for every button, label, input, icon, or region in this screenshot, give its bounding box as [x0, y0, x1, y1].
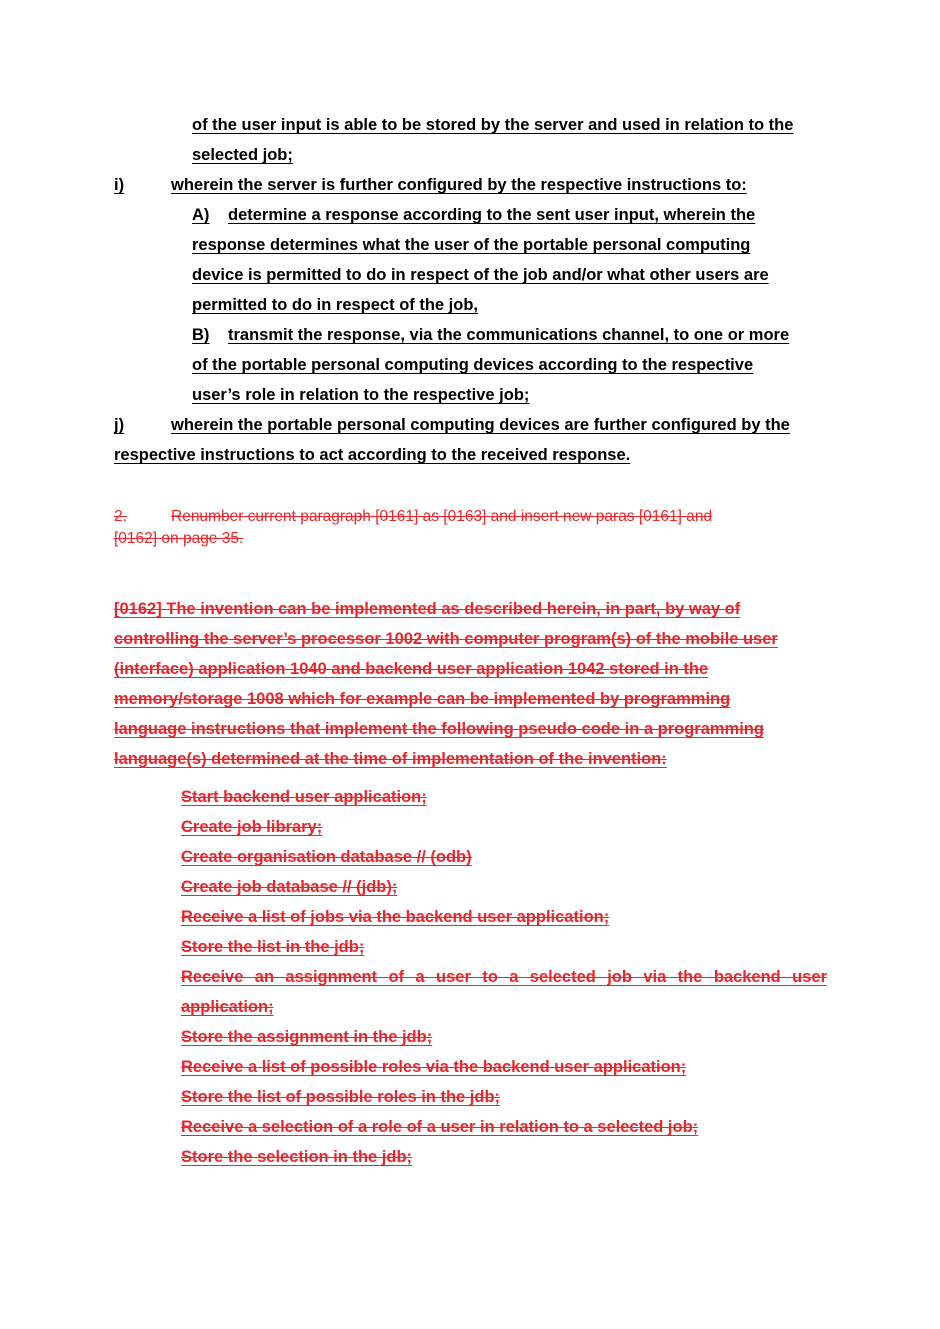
pseudo-code-line: Create organisation database // (odb) [181, 848, 472, 866]
subitem-a-line: determine a response according to the sent user input, wherein the [228, 206, 756, 224]
paragraph-0162-line: controlling the server’s processor 1002 with computer program(s) of the mobile user [114, 630, 778, 648]
clause-j-line: respective instructions to act according to the received response. [114, 446, 631, 464]
subitem-b-line: transmit the response, via the communications channel, to one or more [228, 326, 790, 344]
clause-h-continuation-line: selected job; [192, 146, 293, 164]
subitem-a-line: device is permitted to do in respect of the job and/or what other users are [192, 266, 769, 284]
pseudo-code-line: Receive a list of jobs via the backend user application; [181, 908, 610, 926]
pseudo-code-line: Receive a selection of a role of a user in relation to a selected job; [181, 1118, 699, 1136]
pseudo-code-line: Start backend user application; [181, 788, 427, 806]
pseudo-code-line: Store the list in the jdb; [181, 938, 365, 956]
subitem-a-line: response determines what the user of the portable personal computing [192, 236, 751, 254]
subitem-b-label: B) [192, 326, 210, 344]
pseudo-code-line: Store the selection in the jdb; [181, 1148, 413, 1166]
item2-line: Renumber current paragraph [0161] as [0163] and insert new paras [0161] and [171, 508, 713, 525]
pseudo-code-line: Receive a list of possible roles via the backend user application; [181, 1058, 687, 1076]
pseudo-code-line: Create job database // (jdb); [181, 878, 398, 896]
clause-h-continuation-line: of the user input is able to be stored by the server and used in relation to the [192, 116, 794, 134]
item2-line: [0162] on page 35. [114, 530, 244, 547]
paragraph-0162-line: memory/storage 1008 which for example can be implemented by programming [114, 690, 731, 708]
subitem-b-line: user’s role in relation to the respective job; [192, 386, 530, 404]
clause-i-label: i) [114, 176, 125, 194]
subitem-a-line: permitted to do in respect of the job, [192, 296, 479, 314]
item2-number: 2. [114, 508, 127, 525]
pseudo-code-line: Store the assignment in the jdb; [181, 1028, 433, 1046]
pseudo-code-line: Create job library; [181, 818, 323, 836]
paragraph-0162-line: (interface) application 1040 and backend user application 1042 stored in the [114, 660, 709, 678]
paragraph-0162-line: language(s) determined at the time of implementation of the invention: [114, 750, 667, 768]
clause-j-label: j) [114, 416, 125, 434]
pseudo-code-line: Receive an assignment of a user to a selected job via the backend user [181, 968, 827, 986]
paragraph-0162-line: language instructions that implement the following pseudo code in a programming [114, 720, 764, 738]
paragraph-0162-line: [0162] The invention can be implemented as described herein, in part, by way of [114, 600, 741, 618]
subitem-a-label: A) [192, 206, 210, 224]
clause-j-line: wherein the portable personal computing devices are further configured by the [171, 416, 790, 434]
subitem-b-line: of the portable personal computing devices according to the respective [192, 356, 754, 374]
pseudo-code-line: application; [181, 998, 274, 1016]
clause-i-text: wherein the server is further configured by the respective instructions to: [171, 176, 747, 194]
pseudo-code-line: Store the list of possible roles in the jdb; [181, 1088, 501, 1106]
